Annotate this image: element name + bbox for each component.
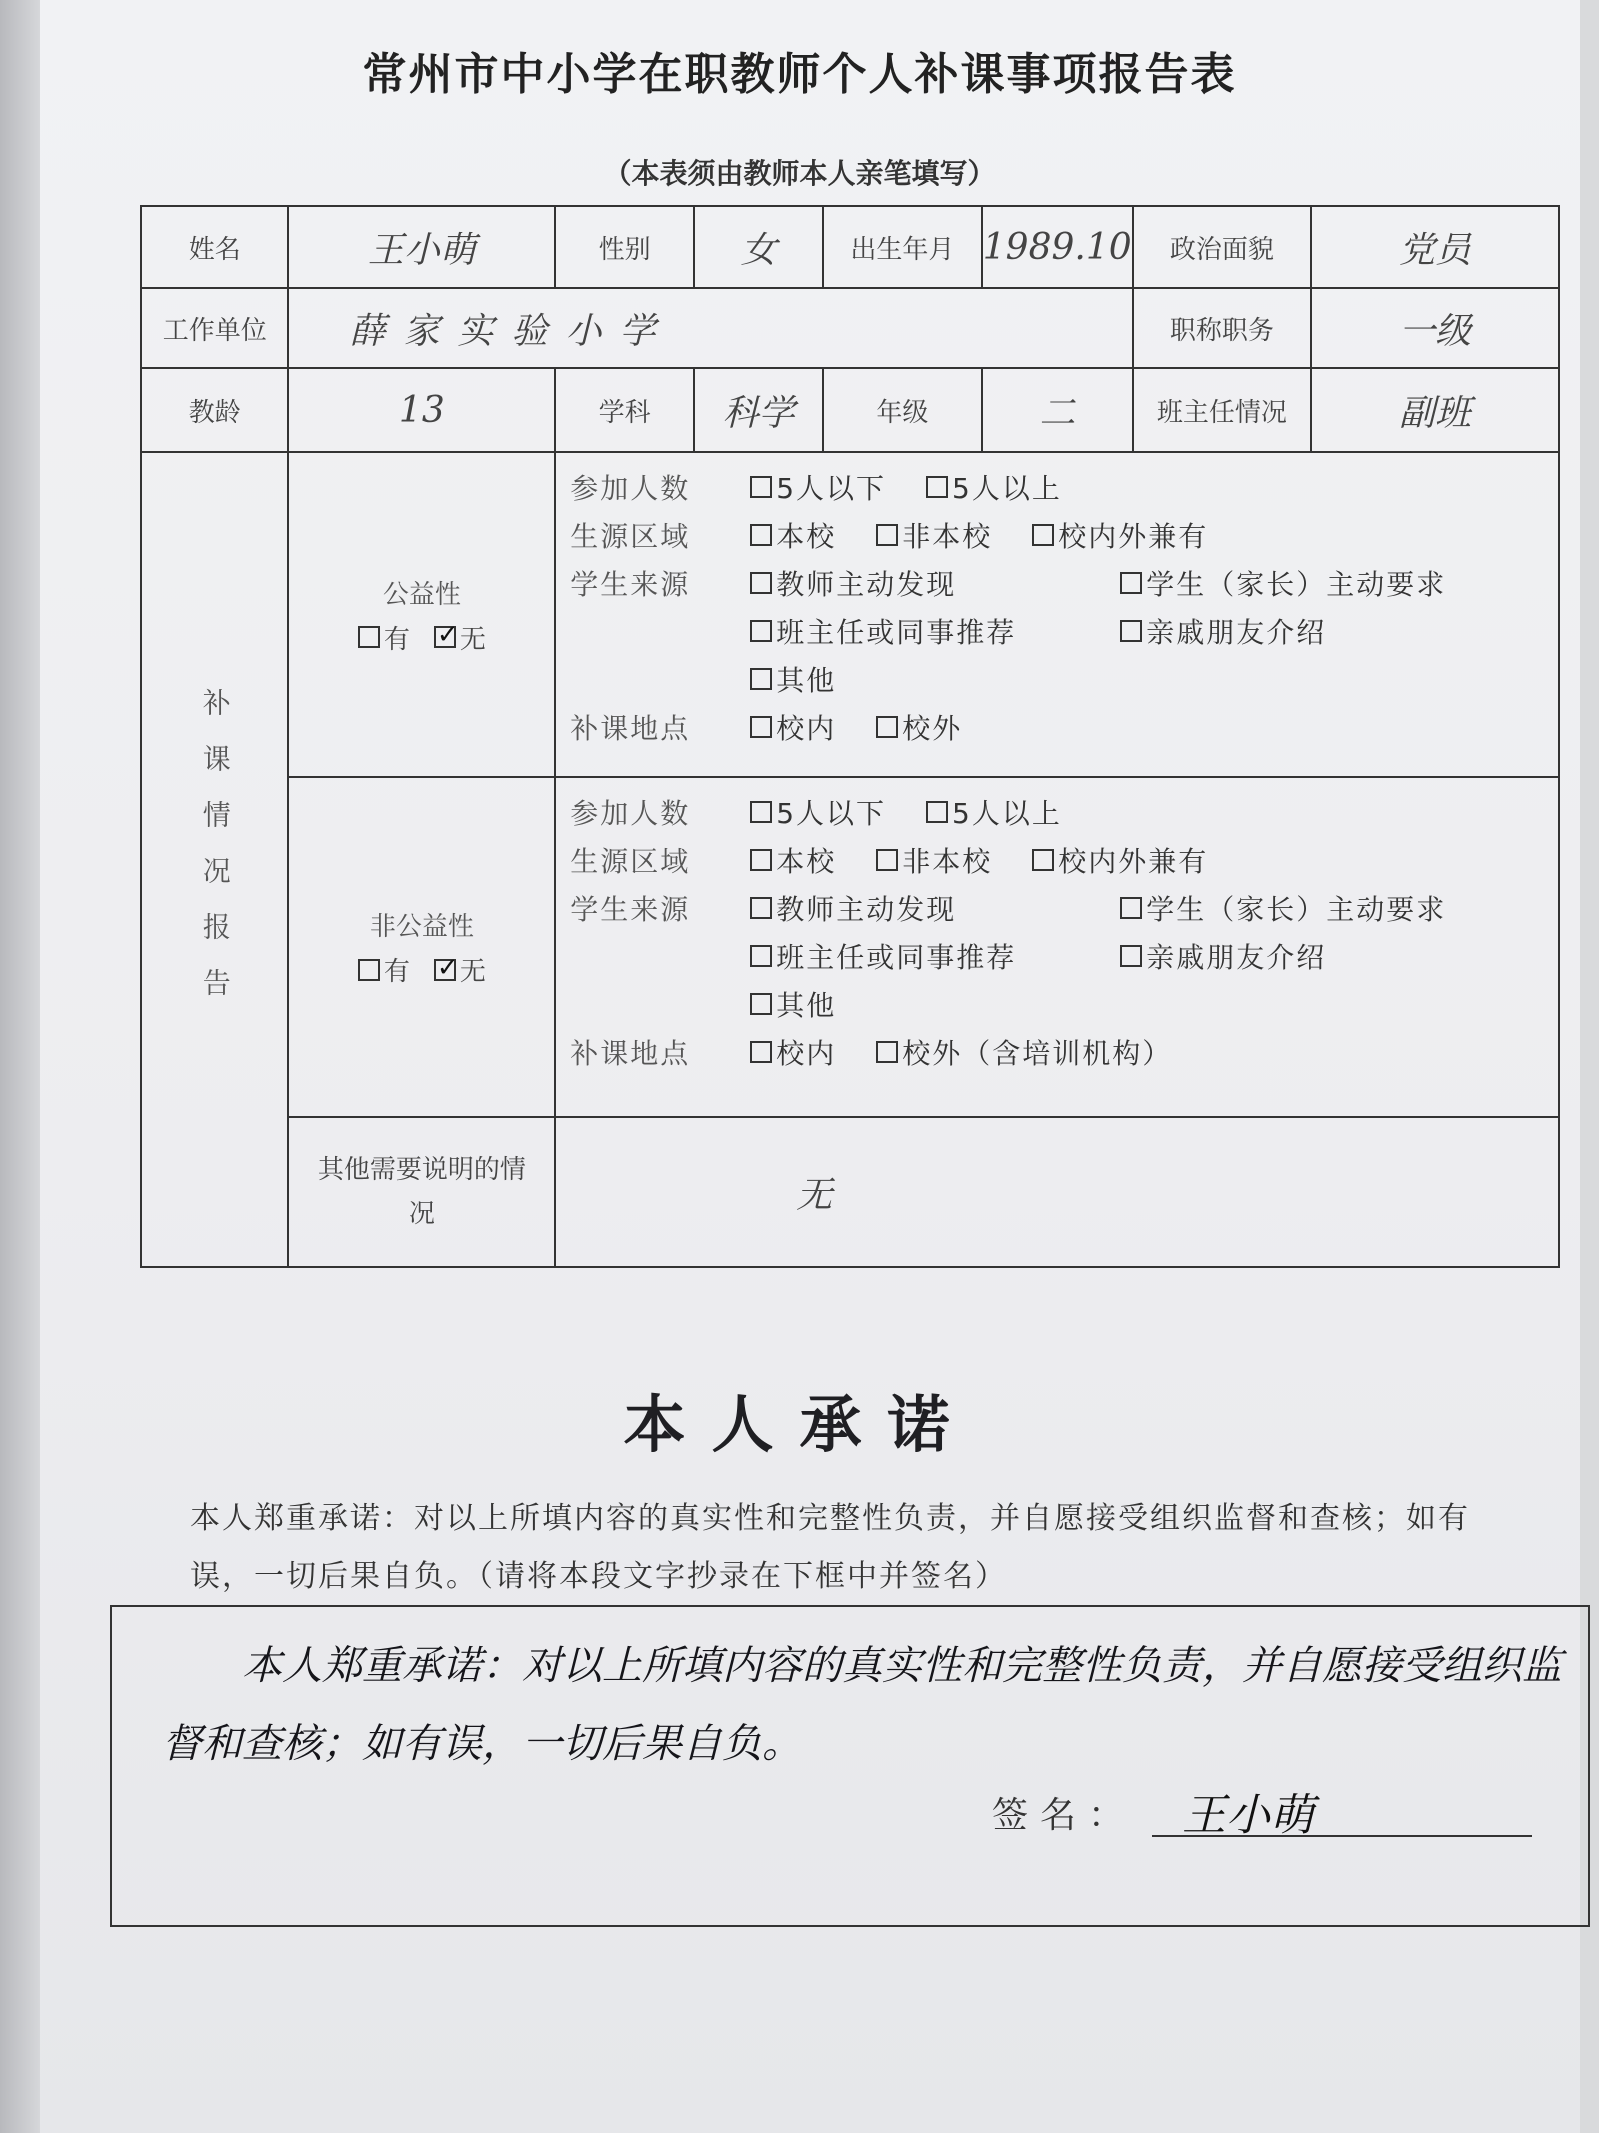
birth-label: 出生年月 bbox=[823, 206, 982, 288]
form-subtitle: （本表须由教师本人亲笔填写） bbox=[603, 157, 996, 190]
option-item[interactable] bbox=[750, 467, 886, 507]
checkbox-icon[interactable] bbox=[876, 849, 898, 871]
nonpublic-source-row bbox=[570, 884, 1544, 932]
checkbox-icon[interactable] bbox=[876, 1041, 898, 1063]
other-value: 无 bbox=[555, 1117, 1559, 1267]
option-item[interactable] bbox=[1032, 515, 1208, 555]
nonpublic-label: 非公益性 bbox=[369, 912, 474, 942]
option-text: 其他 bbox=[776, 664, 837, 697]
option-item[interactable] bbox=[1120, 888, 1446, 928]
source-label: 学生来源 bbox=[570, 893, 691, 926]
signature-line bbox=[1152, 1835, 1532, 1837]
pledge-text: 本人郑重承诺：对以上所填内容的真实性和完整性负责，并自愿接受组织监督和查核；如有误，一切后果自负。（请将本段文字抄录在下框中并签名） bbox=[190, 1501, 1470, 1594]
option-text: 其他 bbox=[776, 989, 837, 1022]
form-title: 常州市中小学在职教师个人补课事项报告表 bbox=[362, 49, 1237, 100]
option-text: 班主任或同事推荐 bbox=[776, 941, 1017, 974]
option-text: 校内 bbox=[776, 1037, 837, 1070]
checkbox-icon[interactable] bbox=[750, 620, 772, 642]
public-yes-option[interactable] bbox=[358, 619, 410, 656]
option-text: 亲戚朋友介绍 bbox=[1146, 941, 1327, 974]
option-item[interactable] bbox=[876, 1032, 1172, 1072]
checkbox-icon[interactable] bbox=[750, 849, 772, 871]
pledge-copy-box[interactable] bbox=[110, 1605, 1590, 1927]
region-label: 生源区域 bbox=[570, 520, 691, 553]
checkbox-icon[interactable] bbox=[1120, 572, 1142, 594]
checkbox-icon[interactable] bbox=[876, 716, 898, 738]
page-shadow bbox=[0, 0, 40, 2133]
checkbox-icon[interactable] bbox=[876, 524, 898, 546]
option-item[interactable] bbox=[750, 563, 1080, 603]
checkbox-icon[interactable] bbox=[750, 945, 772, 967]
unit-label: 工作单位 bbox=[141, 288, 288, 368]
name-label: 姓名 bbox=[141, 206, 288, 288]
report-table bbox=[140, 205, 1560, 1268]
gender-value: 女 bbox=[694, 206, 823, 288]
nonpublic-no-option[interactable] bbox=[434, 951, 486, 988]
pledge-heading: 本人承诺 bbox=[623, 1388, 976, 1461]
political-label: 政治面貌 bbox=[1133, 206, 1311, 288]
option-text: 5人以下 bbox=[776, 797, 887, 830]
option-text: 非本校 bbox=[902, 520, 993, 553]
public-source-row-3 bbox=[570, 655, 1544, 703]
checkbox-icon[interactable] bbox=[750, 668, 772, 690]
option-text: 教师主动发现 bbox=[776, 893, 957, 926]
option-item[interactable] bbox=[1120, 611, 1326, 651]
option-text: 亲戚朋友介绍 bbox=[1146, 616, 1327, 649]
headteacher-value: 副班 bbox=[1311, 368, 1559, 452]
subject-label: 学科 bbox=[555, 368, 694, 452]
public-participants-row bbox=[570, 463, 1544, 511]
unit-value: 薛家实验小学 bbox=[288, 288, 1132, 368]
checkbox-icon[interactable] bbox=[1032, 524, 1054, 546]
title-label: 职称职务 bbox=[1133, 288, 1311, 368]
teaching-age-value: 13 bbox=[288, 368, 555, 452]
public-no-text: 无 bbox=[459, 624, 486, 655]
checkbox-icon[interactable] bbox=[750, 897, 772, 919]
other-label: 其他需要说明的情况 bbox=[288, 1117, 555, 1267]
checkbox-icon[interactable] bbox=[358, 626, 380, 648]
option-item[interactable] bbox=[876, 515, 992, 555]
option-item[interactable] bbox=[1120, 563, 1446, 603]
nonpublic-options bbox=[555, 777, 1559, 1117]
checkbox-icon[interactable] bbox=[926, 801, 948, 823]
checkbox-icon[interactable] bbox=[750, 716, 772, 738]
checkbox-icon[interactable] bbox=[750, 1041, 772, 1063]
checkbox-icon[interactable] bbox=[1120, 897, 1142, 919]
nonpublic-source-row-2 bbox=[570, 932, 1544, 980]
option-text: 校内外兼有 bbox=[1058, 520, 1209, 553]
birth-value: 1989.10 bbox=[982, 206, 1133, 288]
region-label: 生源区域 bbox=[570, 845, 691, 878]
checkbox-icon[interactable] bbox=[750, 476, 772, 498]
checkbox-checked-icon[interactable] bbox=[434, 959, 456, 981]
grade-value: 二 bbox=[982, 368, 1133, 452]
option-item[interactable] bbox=[1032, 840, 1208, 880]
option-text: 学生（家长）主动要求 bbox=[1146, 893, 1447, 926]
checkbox-icon[interactable] bbox=[1120, 945, 1142, 967]
option-item[interactable] bbox=[750, 515, 836, 555]
checkbox-icon[interactable] bbox=[750, 993, 772, 1015]
checkbox-icon[interactable] bbox=[1120, 620, 1142, 642]
political-value: 党员 bbox=[1311, 206, 1559, 288]
option-text: 校内外兼有 bbox=[1058, 845, 1209, 878]
name-value: 王小萌 bbox=[288, 206, 555, 288]
option-text: 非本校 bbox=[902, 845, 993, 878]
option-text: 教师主动发现 bbox=[776, 568, 957, 601]
option-item[interactable] bbox=[926, 467, 1062, 507]
option-item[interactable] bbox=[750, 792, 886, 832]
option-item[interactable] bbox=[750, 707, 836, 747]
option-item[interactable] bbox=[750, 1032, 836, 1072]
option-item[interactable] bbox=[1120, 936, 1326, 976]
public-yes-text: 有 bbox=[383, 624, 410, 655]
checkbox-icon[interactable] bbox=[926, 476, 948, 498]
option-item[interactable] bbox=[750, 840, 836, 880]
nonpublic-region-row bbox=[570, 836, 1544, 884]
option-text: 班主任或同事推荐 bbox=[776, 616, 1017, 649]
public-label: 公益性 bbox=[382, 579, 461, 610]
public-place-row bbox=[570, 703, 1544, 751]
checkbox-icon[interactable] bbox=[750, 801, 772, 823]
option-item[interactable] bbox=[750, 888, 1080, 928]
public-no-option[interactable] bbox=[434, 619, 486, 656]
place-label: 补课地点 bbox=[570, 1037, 691, 1070]
checkbox-icon[interactable] bbox=[750, 524, 772, 546]
source-label: 学生来源 bbox=[570, 568, 691, 601]
sign-label: 签名： bbox=[992, 1795, 1137, 1836]
nonpublic-no-text: 无 bbox=[459, 957, 486, 987]
public-region-row bbox=[570, 511, 1544, 559]
option-text: 校外 bbox=[902, 712, 963, 745]
nonpublic-place-row bbox=[570, 1028, 1544, 1076]
option-item[interactable] bbox=[750, 984, 836, 1024]
option-item[interactable] bbox=[876, 707, 962, 747]
public-source-row-2 bbox=[570, 607, 1544, 655]
option-text: 学生（家长）主动要求 bbox=[1146, 568, 1447, 601]
place-label: 补课地点 bbox=[570, 712, 691, 745]
option-text: 校内 bbox=[776, 712, 837, 745]
option-item[interactable] bbox=[750, 611, 1080, 651]
option-item[interactable] bbox=[876, 840, 992, 880]
teaching-age-label: 教龄 bbox=[141, 368, 288, 452]
option-text: 5人以上 bbox=[952, 797, 1062, 830]
title-value: 一级 bbox=[1311, 288, 1559, 368]
checkbox-icon[interactable] bbox=[1032, 849, 1054, 871]
option-item[interactable] bbox=[750, 659, 836, 699]
checkbox-icon[interactable] bbox=[358, 959, 380, 981]
pledge-handwritten-copy: 本人郑重承诺：对以上所填内容的真实性和完整性负责，并自愿接受组织监督和查核；如有误，一切后果自负。 bbox=[162, 1643, 1562, 1767]
signature: 王小萌 bbox=[1182, 1790, 1314, 1841]
checkbox-icon[interactable] bbox=[750, 572, 772, 594]
participants-label: 参加人数 bbox=[570, 472, 691, 505]
option-text: 5人以下 bbox=[776, 472, 887, 505]
gender-label: 性别 bbox=[555, 206, 694, 288]
option-text: 本校 bbox=[776, 845, 837, 878]
option-text: 本校 bbox=[776, 520, 837, 553]
option-text: 校外（含培训机构） bbox=[902, 1037, 1173, 1070]
public-cell bbox=[288, 452, 555, 777]
public-source-row bbox=[570, 559, 1544, 607]
grade-label: 年级 bbox=[823, 368, 982, 452]
checkbox-checked-icon[interactable] bbox=[434, 626, 456, 648]
subject-value: 科学 bbox=[694, 368, 823, 452]
headteacher-label: 班主任情况 bbox=[1133, 368, 1311, 452]
nonpublic-cell bbox=[288, 777, 555, 1117]
nonpublic-source-row-3 bbox=[570, 980, 1544, 1028]
nonpublic-participants-row bbox=[570, 788, 1544, 836]
option-item[interactable] bbox=[926, 792, 1062, 832]
public-options bbox=[555, 452, 1559, 777]
nonpublic-yes-option[interactable] bbox=[358, 951, 410, 988]
participants-label: 参加人数 bbox=[570, 797, 691, 830]
option-text: 5人以上 bbox=[952, 472, 1062, 505]
report-section-cell bbox=[141, 452, 288, 1267]
nonpublic-yes-text: 有 bbox=[383, 957, 410, 987]
option-item[interactable] bbox=[750, 936, 1080, 976]
report-section-label: 补课情况报告 bbox=[198, 688, 232, 1024]
